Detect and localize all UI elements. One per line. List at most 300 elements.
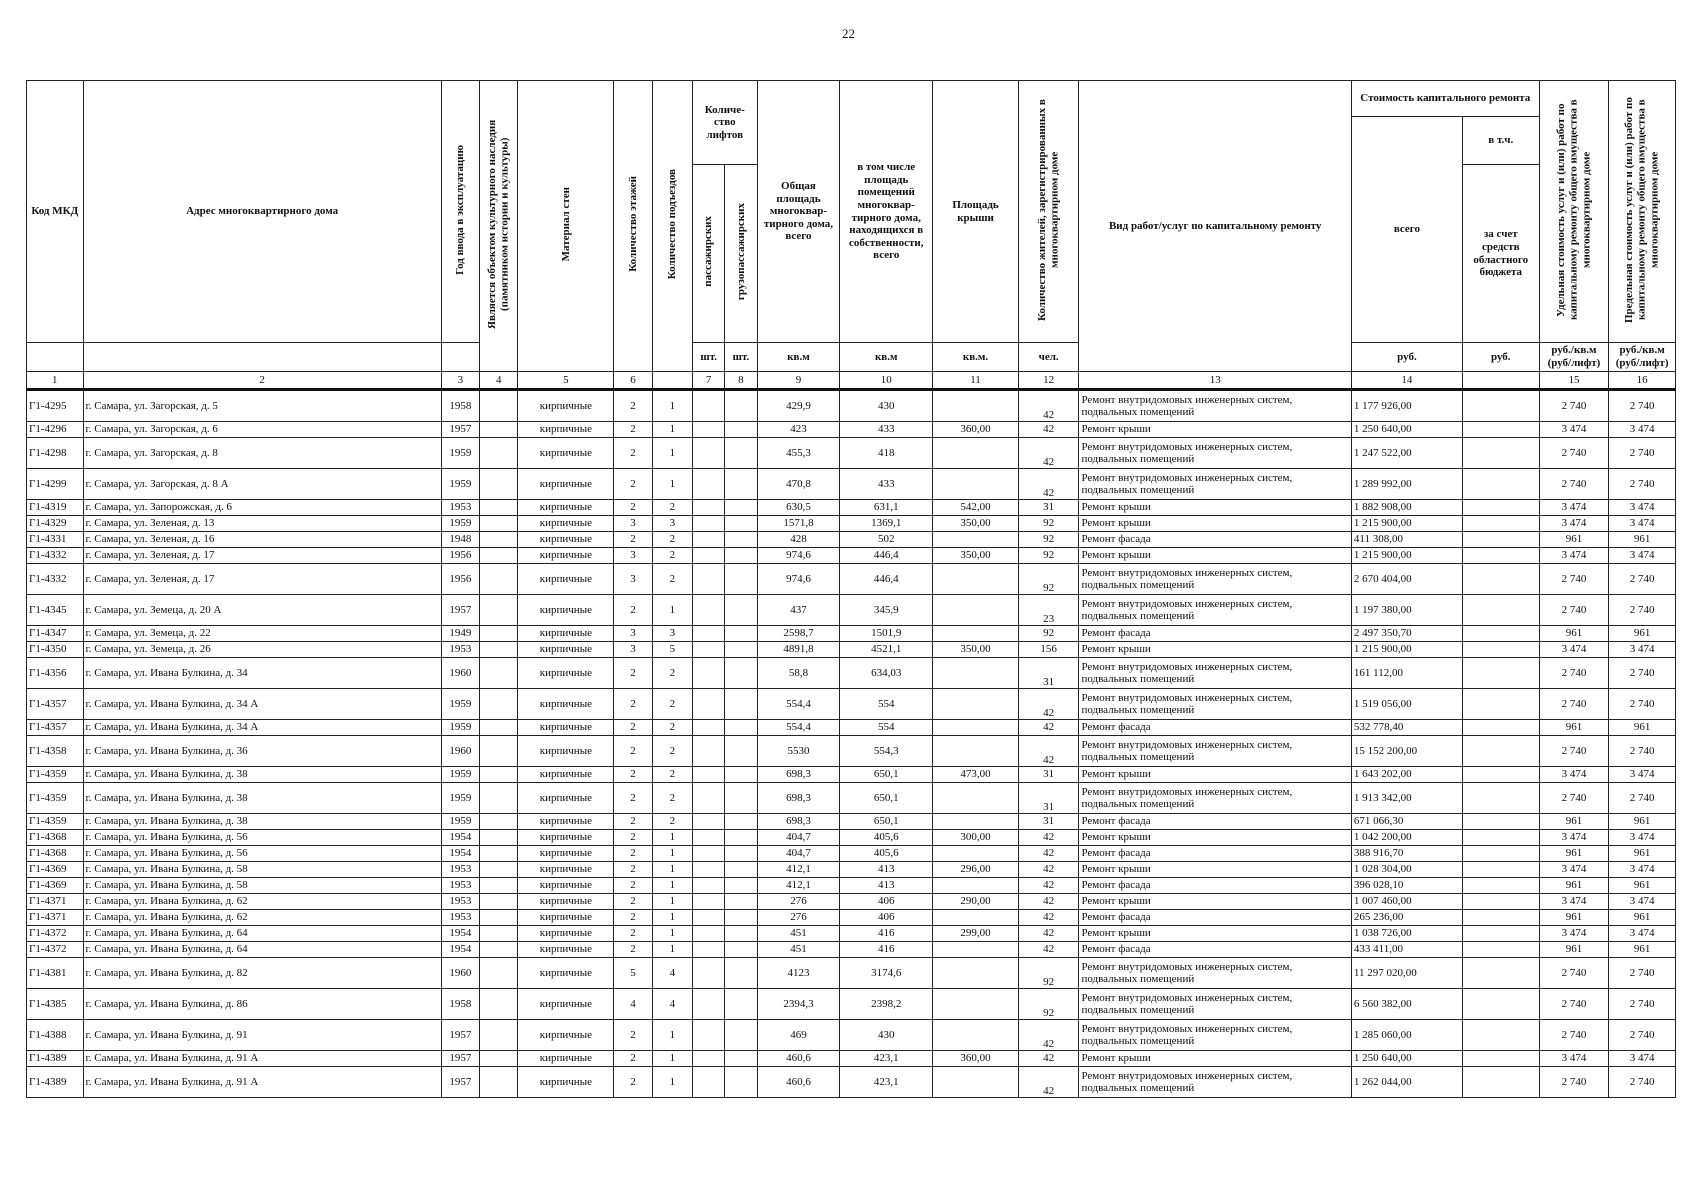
cell-material: кирпичные (518, 878, 614, 894)
cell-year: 1958 (441, 989, 479, 1020)
cell-cost-total: 1 215 900,00 (1351, 516, 1462, 532)
cell-work-type: Ремонт крыши (1079, 642, 1351, 658)
cell-work-type: Ремонт крыши (1079, 548, 1351, 564)
cell-cost-regional (1462, 595, 1539, 626)
cell-lifts-passenger (693, 958, 725, 989)
cell-work-type: Ремонт крыши (1079, 422, 1351, 438)
cell-max-cost: 3 474 (1609, 862, 1676, 878)
cell-lifts-passenger (693, 595, 725, 626)
cell-code: Г1-4381 (27, 958, 84, 989)
cell-year: 1953 (441, 500, 479, 516)
cell-cost-regional (1462, 689, 1539, 720)
header-cost-incl: в т.ч. (1462, 117, 1539, 165)
cell-heritage (480, 595, 518, 626)
cell-cost-total: 2 497 350,70 (1351, 626, 1462, 642)
cell-material: кирпичные (518, 862, 614, 878)
cell-entrances: 1 (652, 422, 692, 438)
header-work-type: Вид работ/услуг по капитальному ремонту (1079, 81, 1351, 372)
cell-work-type: Ремонт фасада (1079, 846, 1351, 862)
header-max-cost: Предельная стоимость услуг и (или) работ по капитальному ремонту общего имущества в многоквартирном доме (1609, 81, 1676, 343)
cell-roof-area (933, 626, 1019, 642)
cell-cost-total: 433 411,00 (1351, 942, 1462, 958)
cell-max-cost: 2 740 (1609, 736, 1676, 767)
cell-premises-area: 634,03 (840, 658, 933, 689)
cell-total-area: 429,9 (757, 390, 840, 422)
cell-heritage (480, 469, 518, 500)
cell-total-area: 428 (757, 532, 840, 548)
cell-address: г. Самара, ул. Ивана Булкина, д. 58 (83, 862, 441, 878)
cell-lifts-passenger (693, 926, 725, 942)
cell-unit-cost: 2 740 (1539, 469, 1609, 500)
cell-roof-area (933, 564, 1019, 595)
cell-unit-cost: 2 740 (1539, 595, 1609, 626)
cell-residents: 23 (1018, 595, 1079, 626)
cell-address: г. Самара, ул. Ивана Булкина, д. 34 (83, 658, 441, 689)
cell-material: кирпичные (518, 516, 614, 532)
cell-lifts-passenger (693, 626, 725, 642)
cell-lifts-freight (725, 942, 757, 958)
cell-max-cost: 3 474 (1609, 767, 1676, 783)
cell-premises-area: 554 (840, 720, 933, 736)
cell-lifts-freight (725, 689, 757, 720)
capital-repair-table (26, 80, 1676, 1098)
cell-lifts-passenger (693, 910, 725, 926)
unit-rub-sqm: руб./кв.м (руб/лифт) (1539, 343, 1609, 372)
cell-cost-regional (1462, 720, 1539, 736)
cell-cost-total: 15 152 200,00 (1351, 736, 1462, 767)
cell-roof-area: 542,00 (933, 500, 1019, 516)
cell-material: кирпичные (518, 595, 614, 626)
cell-year: 1957 (441, 1067, 479, 1098)
cell-address: г. Самара, ул. Ивана Булкина, д. 58 (83, 878, 441, 894)
unit-sqm: кв.м (757, 343, 840, 372)
cell-unit-cost: 3 474 (1539, 548, 1609, 564)
cell-code: Г1-4296 (27, 422, 84, 438)
unit-sqm: кв.м. (933, 343, 1019, 372)
cell-unit-cost: 2 740 (1539, 989, 1609, 1020)
cell-cost-total: 1 913 342,00 (1351, 783, 1462, 814)
cell-entrances: 1 (652, 846, 692, 862)
table-row (27, 720, 1676, 736)
cell-lifts-freight (725, 658, 757, 689)
cell-address: г. Самара, ул. Ивана Булкина, д. 62 (83, 910, 441, 926)
cell-lifts-passenger (693, 548, 725, 564)
cell-heritage (480, 910, 518, 926)
cell-code: Г1-4350 (27, 642, 84, 658)
column-numbers (27, 372, 1676, 390)
cell-floors: 3 (614, 642, 652, 658)
cell-residents: 42 (1018, 1067, 1079, 1098)
cell-address: г. Самара, ул. Загорская, д. 6 (83, 422, 441, 438)
cell-premises-area: 413 (840, 862, 933, 878)
cell-work-type: Ремонт крыши (1079, 926, 1351, 942)
cell-max-cost: 3 474 (1609, 894, 1676, 910)
cell-year: 1959 (441, 438, 479, 469)
cell-heritage (480, 814, 518, 830)
cell-cost-regional (1462, 878, 1539, 894)
cell-cost-regional (1462, 894, 1539, 910)
cell-roof-area: 360,00 (933, 422, 1019, 438)
cell-premises-area: 554,3 (840, 736, 933, 767)
cell-total-area: 4891,8 (757, 642, 840, 658)
cell-total-area: 460,6 (757, 1051, 840, 1067)
cell-lifts-freight (725, 500, 757, 516)
cell-residents: 42 (1018, 942, 1079, 958)
cell-premises-area: 3174,6 (840, 958, 933, 989)
cell-lifts-passenger (693, 862, 725, 878)
cell-entrances: 2 (652, 658, 692, 689)
cell-year: 1957 (441, 422, 479, 438)
cell-roof-area (933, 469, 1019, 500)
cell-unit-cost: 2 740 (1539, 736, 1609, 767)
cell-premises-area: 416 (840, 926, 933, 942)
cell-work-type: Ремонт крыши (1079, 894, 1351, 910)
column-number-row (27, 372, 1676, 390)
cell-heritage (480, 767, 518, 783)
unit-rub: руб. (1462, 343, 1539, 372)
cell-address: г. Самара, ул. Загорская, д. 8 А (83, 469, 441, 500)
cell-material: кирпичные (518, 989, 614, 1020)
cell-entrances: 1 (652, 390, 692, 422)
cell-cost-total: 1 519 056,00 (1351, 689, 1462, 720)
cell-cost-regional (1462, 783, 1539, 814)
cell-year: 1953 (441, 642, 479, 658)
cell-total-area: 451 (757, 926, 840, 942)
cell-roof-area: 350,00 (933, 548, 1019, 564)
cell-roof-area (933, 1020, 1019, 1051)
table-body (27, 390, 1676, 1098)
cell-work-type: Ремонт крыши (1079, 500, 1351, 516)
cell-max-cost: 2 740 (1609, 958, 1676, 989)
cell-entrances: 2 (652, 500, 692, 516)
cell-heritage (480, 720, 518, 736)
cell-cost-total: 411 308,00 (1351, 532, 1462, 548)
cell-total-area: 404,7 (757, 830, 840, 846)
cell-max-cost: 3 474 (1609, 548, 1676, 564)
table-row (27, 689, 1676, 720)
header-cost-regional: за счет средств областного бюджета (1462, 165, 1539, 343)
cell-unit-cost: 961 (1539, 942, 1609, 958)
cell-floors: 2 (614, 846, 652, 862)
cell-unit-cost: 961 (1539, 626, 1609, 642)
cell-address: г. Самара, ул. Ивана Булкина, д. 34 А (83, 720, 441, 736)
cell-cost-regional (1462, 1051, 1539, 1067)
cell-max-cost: 2 740 (1609, 595, 1676, 626)
cell-year: 1959 (441, 767, 479, 783)
cell-total-area: 974,6 (757, 548, 840, 564)
cell-lifts-passenger (693, 830, 725, 846)
cell-year: 1956 (441, 548, 479, 564)
cell-lifts-passenger (693, 642, 725, 658)
cell-total-area: 58,8 (757, 658, 840, 689)
cell-cost-regional (1462, 926, 1539, 942)
cell-floors: 2 (614, 910, 652, 926)
cell-work-type: Ремонт внутридомовых инженерных систем, подвальных помещений (1079, 783, 1351, 814)
cell-cost-total: 1 289 992,00 (1351, 469, 1462, 500)
cell-lifts-passenger (693, 516, 725, 532)
column-number: 3 (441, 372, 479, 390)
cell-residents: 42 (1018, 910, 1079, 926)
cell-cost-regional (1462, 958, 1539, 989)
cell-cost-regional (1462, 942, 1539, 958)
cell-entrances: 4 (652, 958, 692, 989)
cell-year: 1954 (441, 942, 479, 958)
cell-roof-area: 290,00 (933, 894, 1019, 910)
cell-premises-area: 502 (840, 532, 933, 548)
column-number: 8 (725, 372, 757, 390)
cell-unit-cost: 2 740 (1539, 564, 1609, 595)
cell-residents: 42 (1018, 1051, 1079, 1067)
cell-max-cost: 2 740 (1609, 1067, 1676, 1098)
cell-cost-regional (1462, 548, 1539, 564)
cell-address: г. Самара, ул. Ивана Булкина, д. 91 А (83, 1051, 441, 1067)
cell-premises-area: 413 (840, 878, 933, 894)
cell-work-type: Ремонт крыши (1079, 830, 1351, 846)
cell-address: г. Самара, ул. Ивана Булкина, д. 82 (83, 958, 441, 989)
cell-code: Г1-4357 (27, 720, 84, 736)
cell-work-type: Ремонт крыши (1079, 767, 1351, 783)
table-row (27, 989, 1676, 1020)
cell-residents: 42 (1018, 894, 1079, 910)
header-year: Год ввода в эксплуатацию (441, 81, 479, 343)
cell-max-cost: 2 740 (1609, 783, 1676, 814)
cell-floors: 4 (614, 989, 652, 1020)
cell-roof-area (933, 595, 1019, 626)
cell-lifts-passenger (693, 989, 725, 1020)
cell-work-type: Ремонт фасада (1079, 532, 1351, 548)
cell-code: Г1-4347 (27, 626, 84, 642)
cell-material: кирпичные (518, 894, 614, 910)
cell-lifts-freight (725, 989, 757, 1020)
cell-residents: 42 (1018, 438, 1079, 469)
cell-entrances: 2 (652, 720, 692, 736)
table-row (27, 564, 1676, 595)
cell-lifts-freight (725, 390, 757, 422)
column-number (1462, 372, 1539, 390)
cell-year: 1959 (441, 689, 479, 720)
cell-total-area: 423 (757, 422, 840, 438)
cell-cost-regional (1462, 1067, 1539, 1098)
cell-unit-cost: 3 474 (1539, 422, 1609, 438)
cell-lifts-freight (725, 767, 757, 783)
cell-address: г. Самара, ул. Ивана Булкина, д. 56 (83, 846, 441, 862)
cell-work-type: Ремонт фасада (1079, 720, 1351, 736)
page-number: 22 (842, 26, 855, 41)
cell-total-area: 455,3 (757, 438, 840, 469)
cell-cost-regional (1462, 989, 1539, 1020)
cell-year: 1958 (441, 390, 479, 422)
cell-cost-regional (1462, 626, 1539, 642)
cell-material: кирпичные (518, 422, 614, 438)
cell-year: 1954 (441, 830, 479, 846)
cell-material: кирпичные (518, 720, 614, 736)
cell-cost-total: 1 882 908,00 (1351, 500, 1462, 516)
cell-max-cost: 961 (1609, 942, 1676, 958)
cell-residents: 92 (1018, 958, 1079, 989)
cell-code: Г1-4368 (27, 846, 84, 862)
cell-unit-cost: 2 740 (1539, 438, 1609, 469)
cell-premises-area: 423,1 (840, 1067, 933, 1098)
cell-material: кирпичные (518, 958, 614, 989)
cell-max-cost: 961 (1609, 878, 1676, 894)
cell-lifts-freight (725, 626, 757, 642)
cell-residents: 31 (1018, 658, 1079, 689)
table-row (27, 390, 1676, 422)
cell-lifts-passenger (693, 767, 725, 783)
cell-code: Г1-4388 (27, 1020, 84, 1051)
cell-cost-total: 6 560 382,00 (1351, 989, 1462, 1020)
cell-floors: 2 (614, 767, 652, 783)
cell-unit-cost: 2 740 (1539, 783, 1609, 814)
cell-material: кирпичные (518, 1051, 614, 1067)
cell-entrances: 1 (652, 1020, 692, 1051)
cell-premises-area: 433 (840, 422, 933, 438)
cell-residents: 92 (1018, 626, 1079, 642)
cell-heritage (480, 830, 518, 846)
cell-residents: 42 (1018, 736, 1079, 767)
cell-unit-cost: 3 474 (1539, 894, 1609, 910)
cell-code: Г1-4332 (27, 564, 84, 595)
cell-lifts-freight (725, 846, 757, 862)
cell-total-area: 2598,7 (757, 626, 840, 642)
cell-lifts-passenger (693, 846, 725, 862)
cell-material: кирпичные (518, 500, 614, 516)
cell-year: 1948 (441, 532, 479, 548)
cell-max-cost: 3 474 (1609, 1051, 1676, 1067)
cell-roof-area: 473,00 (933, 767, 1019, 783)
cell-lifts-freight (725, 438, 757, 469)
column-number: 4 (480, 372, 518, 390)
cell-residents: 42 (1018, 846, 1079, 862)
cell-lifts-passenger (693, 422, 725, 438)
cell-floors: 2 (614, 736, 652, 767)
cell-address: г. Самара, ул. Ивана Булкина, д. 91 (83, 1020, 441, 1051)
cell-heritage (480, 783, 518, 814)
cell-unit-cost: 3 474 (1539, 1051, 1609, 1067)
cell-cost-regional (1462, 642, 1539, 658)
cell-cost-total: 1 028 304,00 (1351, 862, 1462, 878)
cell-roof-area: 300,00 (933, 830, 1019, 846)
cell-lifts-passenger (693, 689, 725, 720)
cell-max-cost: 3 474 (1609, 642, 1676, 658)
cell-material: кирпичные (518, 438, 614, 469)
cell-residents: 92 (1018, 516, 1079, 532)
cell-lifts-passenger (693, 390, 725, 422)
cell-floors: 2 (614, 942, 652, 958)
cell-code: Г1-4371 (27, 894, 84, 910)
cell-year: 1953 (441, 894, 479, 910)
unit-empty (83, 343, 441, 372)
cell-lifts-passenger (693, 720, 725, 736)
cell-code: Г1-4359 (27, 767, 84, 783)
cell-floors: 2 (614, 689, 652, 720)
cell-roof-area (933, 910, 1019, 926)
cell-floors: 2 (614, 862, 652, 878)
cell-work-type: Ремонт внутридомовых инженерных систем, подвальных помещений (1079, 564, 1351, 595)
cell-code: Г1-4356 (27, 658, 84, 689)
table-row (27, 500, 1676, 516)
cell-lifts-freight (725, 926, 757, 942)
cell-unit-cost: 2 740 (1539, 958, 1609, 989)
cell-material: кирпичные (518, 689, 614, 720)
cell-entrances: 2 (652, 814, 692, 830)
cell-residents: 42 (1018, 422, 1079, 438)
cell-code: Г1-4345 (27, 595, 84, 626)
cell-work-type: Ремонт внутридомовых инженерных систем, подвальных помещений (1079, 390, 1351, 422)
cell-code: Г1-4319 (27, 500, 84, 516)
header-heritage: Является объектом культурного наследия (памятником истории и культуры) (480, 81, 518, 372)
table-row (27, 658, 1676, 689)
cell-code: Г1-4359 (27, 814, 84, 830)
cell-heritage (480, 942, 518, 958)
column-number: 12 (1018, 372, 1079, 390)
cell-total-area: 412,1 (757, 862, 840, 878)
column-number: 14 (1351, 372, 1462, 390)
cell-cost-total: 1 042 200,00 (1351, 830, 1462, 846)
cell-floors: 2 (614, 1051, 652, 1067)
cell-total-area: 437 (757, 595, 840, 626)
cell-heritage (480, 926, 518, 942)
cell-premises-area: 430 (840, 390, 933, 422)
cell-roof-area (933, 438, 1019, 469)
cell-heritage (480, 736, 518, 767)
cell-floors: 2 (614, 926, 652, 942)
cell-cost-total: 532 778,40 (1351, 720, 1462, 736)
table-row (27, 910, 1676, 926)
cell-max-cost: 2 740 (1609, 469, 1676, 500)
cell-address: г. Самара, ул. Запорожская, д. 6 (83, 500, 441, 516)
cell-code: Г1-4371 (27, 910, 84, 926)
table-row (27, 878, 1676, 894)
cell-entrances: 1 (652, 1051, 692, 1067)
cell-cost-regional (1462, 532, 1539, 548)
cell-heritage (480, 1067, 518, 1098)
cell-premises-area: 2398,2 (840, 989, 933, 1020)
cell-floors: 2 (614, 783, 652, 814)
cell-lifts-passenger (693, 532, 725, 548)
cell-material: кирпичные (518, 390, 614, 422)
cell-entrances: 3 (652, 626, 692, 642)
header-address: Адрес многоквартирного дома (83, 81, 441, 343)
cell-lifts-freight (725, 1020, 757, 1051)
cell-lifts-passenger (693, 564, 725, 595)
cell-roof-area (933, 878, 1019, 894)
cell-material: кирпичные (518, 783, 614, 814)
cell-cost-regional (1462, 516, 1539, 532)
cell-material: кирпичные (518, 658, 614, 689)
cell-max-cost: 2 740 (1609, 989, 1676, 1020)
cell-max-cost: 3 474 (1609, 830, 1676, 846)
cell-total-area: 460,6 (757, 1067, 840, 1098)
cell-work-type: Ремонт крыши (1079, 862, 1351, 878)
cell-roof-area (933, 390, 1019, 422)
cell-material: кирпичные (518, 942, 614, 958)
cell-address: г. Самара, ул. Земеца, д. 20 А (83, 595, 441, 626)
cell-cost-total: 388 916,70 (1351, 846, 1462, 862)
cell-work-type: Ремонт фасада (1079, 626, 1351, 642)
cell-heritage (480, 958, 518, 989)
cell-unit-cost: 2 740 (1539, 390, 1609, 422)
cell-lifts-freight (725, 958, 757, 989)
cell-lifts-passenger (693, 736, 725, 767)
cell-max-cost: 961 (1609, 626, 1676, 642)
cell-total-area: 451 (757, 942, 840, 958)
cell-premises-area: 433 (840, 469, 933, 500)
cell-residents: 31 (1018, 783, 1079, 814)
cell-material: кирпичные (518, 767, 614, 783)
cell-lifts-freight (725, 736, 757, 767)
cell-premises-area: 631,1 (840, 500, 933, 516)
